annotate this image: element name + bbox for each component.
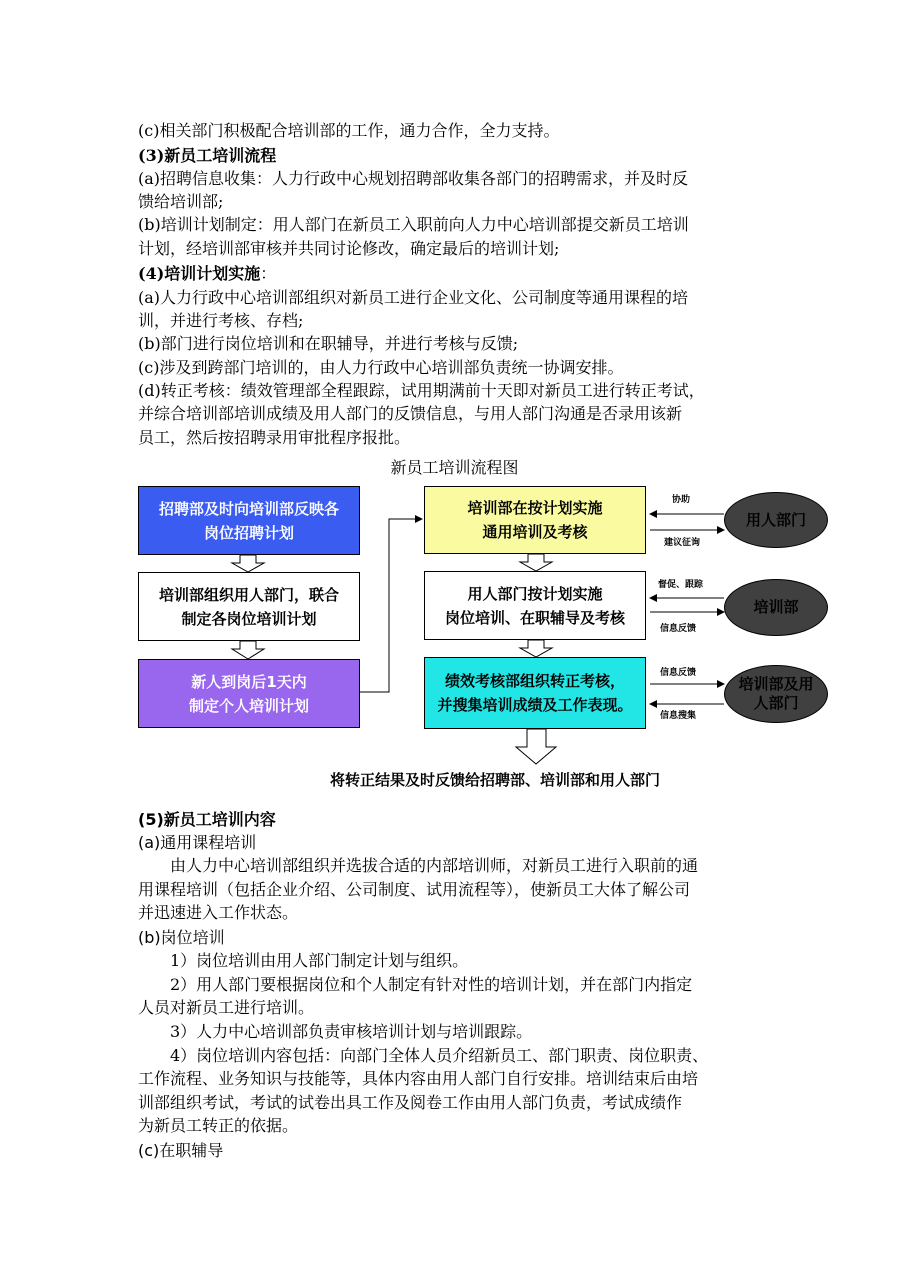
- section5-heading: (5)新员工培训内容: [138, 810, 276, 829]
- section5-a-p1: 由人力中心培训部组织并选拔合适的内部培训师，对新员工进行入职前的通: [170, 856, 699, 875]
- flow-box-personal-plan-line1: 新人到岗后1天内: [191, 672, 307, 691]
- section3-a-line2: 馈给培训部;: [138, 192, 224, 211]
- down-arrow-1-2: [232, 555, 264, 572]
- section4-b-line: (b)部门进行岗位培训和在职辅导，并进行考核与反馈;: [138, 334, 519, 353]
- section3-heading: (3)新员工培训流程: [138, 146, 277, 165]
- section5-b-item2b: 人员对新员工进行培训。: [138, 998, 315, 1017]
- ellipse-training-department: [724, 579, 828, 636]
- section4-d-line3: 员工，然后按招聘录用审批程序报批。: [138, 428, 411, 447]
- flow-box-general-training: [424, 486, 646, 554]
- flow-box-joint-plan-line1: 培训部组织用人部门，联合: [158, 585, 339, 604]
- flow-box-joint-plan-line2: 制定各岗位培训计划: [181, 609, 317, 628]
- section5-b-item4a: 4）岗位培训内容包括：向部门全体人员介绍新员工、部门职责、岗位职责、: [170, 1046, 709, 1065]
- connector-box3-box4: [360, 519, 422, 692]
- label-info-collection: 信息搜集: [660, 711, 697, 721]
- flow-box-joint-plan: [138, 572, 360, 641]
- section4-a-line1: (a)人力行政中心培训部组织对新员工进行企业文化、公司制度等通用课程的培: [138, 288, 689, 307]
- section4-heading-text: (4)培训计划实施: [138, 264, 261, 283]
- down-arrow-2-3: [232, 641, 264, 659]
- section3-b-line2: 计划，经培训部审核并共同讨论修改，确定最后的培训计划;: [138, 239, 560, 258]
- ellipse-employing-department-label: 用人部门: [745, 510, 806, 529]
- section5-b-item2a: 2）用人部门要根据岗位和个人制定有针对性的培训计划，并在部门内指定: [170, 975, 693, 994]
- flow-box-general-training-line2: 通用培训及考核: [482, 523, 588, 541]
- section5-b-item1: 1）岗位培训由用人部门制定计划与组织。: [170, 951, 469, 970]
- flow-box-position-training-line2: 岗位培训、在职辅导及考核: [444, 608, 625, 627]
- label-info-feedback-2: 信息反馈: [660, 668, 697, 678]
- flow-box-recruitment-plan-line2: 岗位招聘计划: [203, 523, 294, 542]
- flow-box-position-training-line1: 用人部门按计划实施: [467, 584, 603, 603]
- paragraph-c-support: (c)相关部门积极配合培训部的工作，通力合作，全力支持。: [138, 121, 560, 140]
- down-arrow-result: [516, 729, 556, 764]
- section5-c-title: (c)在职辅导: [138, 1141, 224, 1160]
- ellipse-training-department-label: 培训部: [753, 598, 799, 616]
- down-arrow-4-5: [520, 554, 552, 571]
- section3-a-line1: (a)招聘信息收集：人力行政中心规划招聘部收集各部门的招聘需求，并及时反: [138, 169, 689, 188]
- flow-box-general-training-line1: 培训部在按计划实施: [467, 499, 603, 517]
- section4-c-line: (c)涉及到跨部门培训的，由人力行政中心培训部负责统一协调安排。: [138, 358, 624, 377]
- section5-b-item4b: 工作流程、业务知识与技能等，具体内容由用人部门自行安排。培训结束后由培: [138, 1069, 699, 1088]
- down-arrow-5-6: [520, 640, 552, 657]
- label-info-feedback-1: 信息反馈: [660, 624, 697, 634]
- section5-a-title: (a)通用课程培训: [138, 833, 257, 852]
- ellipse-training-and-employing: [724, 665, 828, 723]
- flow-box-regularization-assessment-line1: 绩效考核部组织转正考核，: [444, 672, 625, 690]
- section4-d-line2: 并综合培训部培训成绩及用人部门的反馈信息，与用人部门沟通是否录用该新: [138, 404, 683, 423]
- section5-a-p2: 用课程培训（包括企业介绍、公司制度、试用流程等），使新员工大体了解公司: [138, 880, 691, 899]
- flow-box-personal-plan-line2: 制定个人培训计划: [188, 696, 309, 715]
- flow-box-regularization-assessment: [424, 657, 646, 729]
- flowchart-result: 将转正结果及时反馈给招聘部、培训部和用人部门: [330, 771, 661, 789]
- section5-b-item3: 3）人力中心培训部负责审核培训计划与培训跟踪。: [170, 1022, 533, 1041]
- section3-b-line1: (b)培训计划制定：用人部门在新员工入职前向人力中心培训部提交新员工培训: [138, 215, 689, 234]
- section4-d-line1: (d)转正考核：绩效管理部全程跟踪，试用期满前十天即对新员工进行转正考试，: [138, 381, 705, 400]
- section5-b-title: (b)岗位培训: [138, 928, 225, 947]
- flow-box-position-training: [424, 571, 646, 640]
- flowchart-title: 新员工培训流程图: [390, 458, 519, 477]
- label-suggestion-inquiry: 建议征询: [664, 538, 701, 548]
- section5-b-item4c: 训部组织考试，考试的试卷出具工作及阅卷工作由用人部门负责，考试成绩作: [138, 1093, 683, 1112]
- ellipse-training-and-employing-line1: 培训部及用: [738, 675, 814, 693]
- flow-box-recruitment-plan: [138, 486, 360, 555]
- flow-box-recruitment-plan-line1: 招聘部及时向培训部反映各: [158, 499, 339, 518]
- label-assist: 协助: [672, 495, 691, 505]
- section4-heading-colon: ：: [260, 264, 277, 283]
- section5-a-p3: 并迅速进入工作状态。: [138, 903, 299, 922]
- flow-box-personal-plan: [138, 659, 360, 728]
- section4-a-line2: 训，并进行考核、存档;: [138, 311, 304, 330]
- ellipse-training-and-employing-line2: 人部门: [753, 694, 799, 712]
- label-supervise-track: 督促、跟踪: [658, 580, 704, 590]
- ellipse-employing-department: [724, 492, 828, 548]
- flow-box-regularization-assessment-line2: 并搜集培训成绩及工作表现。: [437, 696, 633, 714]
- section5-b-item4d: 为新员工转正的依据。: [138, 1116, 299, 1135]
